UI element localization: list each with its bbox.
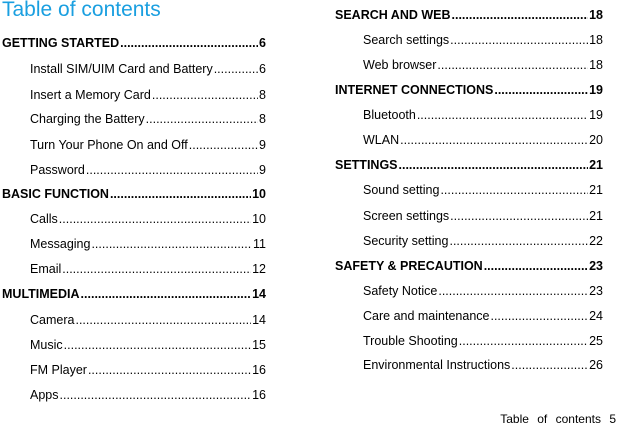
page-number: 5	[609, 412, 616, 426]
toc-entry-label: Search settings	[363, 33, 450, 47]
toc-entry[interactable]	[335, 79, 603, 97]
leader-dots	[490, 309, 588, 323]
toc-entry[interactable]	[335, 129, 603, 147]
toc-entry-page: 19	[589, 83, 603, 97]
toc-entry-label: Security setting	[363, 234, 449, 248]
toc-entry-page: 21	[589, 209, 603, 223]
leader-dots	[60, 388, 252, 402]
toc-entry-page: 6	[259, 36, 266, 50]
leader-dots	[440, 183, 588, 197]
toc-entry-label: Music	[30, 338, 63, 352]
toc-entry[interactable]	[335, 255, 603, 273]
toc-entry-label: Safety Notice	[363, 284, 438, 298]
toc-entry[interactable]	[335, 54, 603, 72]
toc-entry-label: Turn Your Phone On and Off	[30, 138, 188, 152]
leader-dots	[75, 313, 251, 327]
toc-entry[interactable]	[2, 159, 266, 177]
toc-entry[interactable]	[335, 330, 603, 348]
toc-entry-label: Messaging	[30, 237, 91, 251]
toc-entry[interactable]	[335, 305, 603, 323]
toc-entry-page: 22	[589, 234, 603, 248]
toc-entry[interactable]	[335, 154, 603, 172]
toc-entry-page: 9	[259, 163, 266, 177]
toc-entry-page: 23	[589, 259, 603, 273]
toc-entry[interactable]	[2, 309, 266, 327]
toc-entry-label: Web browser	[363, 58, 437, 72]
toc-entry-page: 23	[589, 284, 603, 298]
leader-dots	[59, 212, 251, 226]
toc-entry[interactable]	[2, 58, 266, 76]
leader-dots	[452, 8, 589, 22]
toc-entry-page: 16	[252, 388, 266, 402]
toc-entry[interactable]	[2, 258, 266, 276]
leader-dots	[399, 158, 589, 172]
toc-entry-page: 8	[259, 112, 266, 126]
toc-entry-label: WLAN	[363, 133, 400, 147]
leader-dots	[511, 358, 588, 372]
toc-entry[interactable]	[335, 230, 603, 248]
toc-entry[interactable]	[2, 283, 266, 301]
toc-entry[interactable]	[335, 29, 603, 47]
toc-entry-page: 8	[259, 88, 266, 102]
toc-entry-label: INTERNET CONNECTIONS	[335, 83, 494, 97]
toc-entry[interactable]	[2, 183, 266, 201]
leader-dots	[437, 58, 588, 72]
leader-dots	[214, 62, 258, 76]
toc-entry-label: Environmental Instructions	[363, 358, 511, 372]
toc-entry-label: Insert a Memory Card	[30, 88, 151, 102]
toc-entry[interactable]	[2, 384, 266, 402]
leader-dots	[459, 334, 588, 348]
toc-entry-label: Password	[30, 163, 85, 177]
toc-entry-label: MULTIMEDIA	[2, 287, 80, 301]
toc-entry-page: 19	[589, 108, 603, 122]
toc-entry[interactable]	[335, 104, 603, 122]
toc-entry-label: Trouble Shooting	[363, 334, 458, 348]
toc-entry[interactable]	[2, 84, 266, 102]
toc-entry-label: SEARCH AND WEB	[335, 8, 451, 22]
toc-entry-label: Sound setting	[363, 183, 440, 197]
leader-dots	[450, 33, 588, 47]
toc-entry[interactable]	[335, 354, 603, 372]
toc-entry[interactable]	[2, 334, 266, 352]
toc-entry-page: 25	[589, 334, 603, 348]
toc-entry-page: 9	[259, 138, 266, 152]
toc-entry-page: 16	[252, 363, 266, 377]
leader-dots	[110, 187, 251, 201]
toc-entry-page: 10	[252, 187, 266, 201]
leader-dots	[120, 36, 258, 50]
leader-dots	[450, 209, 588, 223]
leader-dots	[484, 259, 588, 273]
leader-dots	[91, 237, 252, 251]
toc-entry-page: 14	[252, 287, 266, 301]
toc-entry-page: 15	[252, 338, 266, 352]
leader-dots	[146, 112, 258, 126]
leader-dots	[400, 133, 588, 147]
leader-dots	[64, 338, 251, 352]
toc-entry-label: GETTING STARTED	[2, 36, 120, 50]
toc-entry-label: BASIC FUNCTION	[2, 187, 109, 201]
leader-dots	[438, 284, 588, 298]
toc-entry-label: Apps	[30, 388, 59, 402]
toc-entry-page: 6	[259, 62, 266, 76]
toc-entry-page: 18	[589, 8, 603, 22]
toc-entry-label: FM Player	[30, 363, 87, 377]
toc-entry[interactable]	[2, 208, 266, 226]
toc-entry-page: 12	[252, 262, 266, 276]
toc-entry-page: 21	[589, 158, 603, 172]
page-footer	[500, 412, 616, 426]
leader-dots	[81, 287, 252, 301]
toc-entry-label: Calls	[30, 212, 58, 226]
toc-entry[interactable]	[2, 134, 266, 152]
toc-entry-label: Charging the Battery	[30, 112, 145, 126]
page-title: Table of contents	[2, 0, 161, 21]
leader-dots	[494, 83, 588, 97]
toc-entry-page: 18	[589, 58, 603, 72]
toc-entry[interactable]	[2, 359, 266, 377]
toc-entry-page: 26	[589, 358, 603, 372]
leader-dots	[88, 363, 251, 377]
leader-dots	[189, 138, 258, 152]
footer-label: Table of contents	[500, 412, 601, 426]
toc-entry[interactable]	[335, 4, 603, 22]
leader-dots	[86, 163, 258, 177]
toc-entry-page: 10	[252, 212, 266, 226]
leader-dots	[152, 88, 258, 102]
toc-entry-page: 18	[589, 33, 603, 47]
toc-entry[interactable]	[335, 280, 603, 298]
toc-entry-page: 24	[589, 309, 603, 323]
toc-entry-page: 20	[589, 133, 603, 147]
toc-entry-label: SAFETY & PRECAUTION	[335, 259, 483, 273]
toc-entry-label: Camera	[30, 313, 75, 327]
toc-entry[interactable]	[2, 32, 266, 50]
toc-entry-page: 14	[252, 313, 266, 327]
toc-entry[interactable]	[335, 205, 603, 223]
toc-entry-label: Email	[30, 262, 62, 276]
toc-entry-label: Bluetooth	[363, 108, 416, 122]
toc-entry-page: 21	[589, 183, 603, 197]
toc-entry[interactable]	[2, 233, 266, 251]
toc-entry-label: Care and maintenance	[363, 309, 490, 323]
toc-entry-label: Screen settings	[363, 209, 450, 223]
toc-entry-label: Install SIM/UIM Card and Battery	[30, 62, 213, 76]
leader-dots	[417, 108, 588, 122]
toc-entry-page: 11	[253, 237, 266, 251]
toc-entry[interactable]	[335, 179, 603, 197]
leader-dots	[62, 262, 251, 276]
toc-entry[interactable]	[2, 108, 266, 126]
leader-dots	[449, 234, 588, 248]
toc-entry-label: SETTINGS	[335, 158, 398, 172]
